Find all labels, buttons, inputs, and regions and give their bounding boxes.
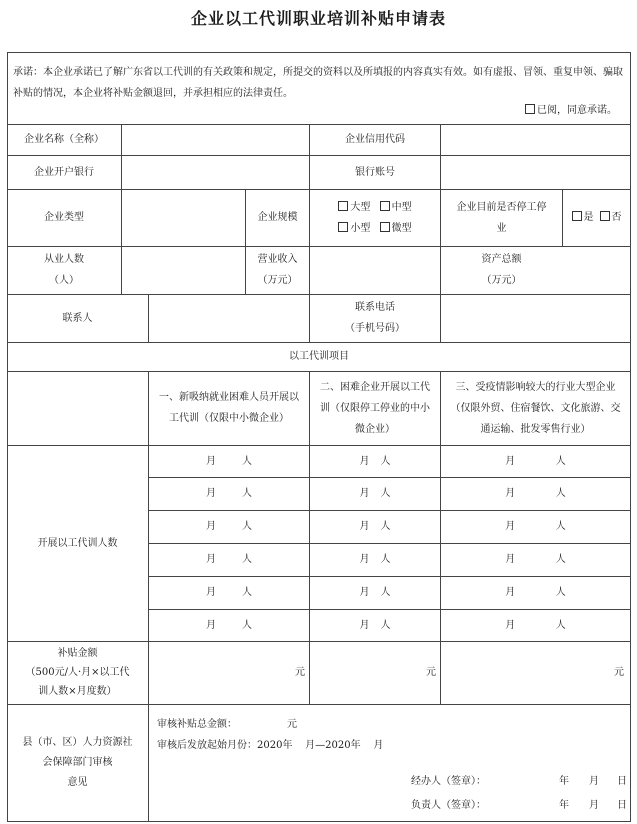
subsidy-amount-1[interactable]: 元 (295, 667, 305, 678)
month-label: 月 (206, 619, 216, 631)
checkbox-icon (338, 201, 348, 211)
month-people-pair (445, 451, 626, 472)
month-people-pair (314, 483, 436, 504)
month-people-pair (153, 582, 305, 603)
input-contact[interactable] (149, 294, 309, 342)
people-label: 人 (380, 455, 391, 467)
input-employees[interactable] (122, 246, 245, 294)
declaration-text: 承诺：本企业承诺已了解广东省以工代训的有关政策和规定，所提交的资料以及所填报的内容真实有效。如有虚报、冒领、重复申领、骗取补贴的情况，本企业将补贴金额退回，并承担相应的法律责任。 (13, 67, 623, 99)
month-people-cell[interactable] (441, 477, 630, 510)
month-people-pair (445, 549, 626, 570)
label-company-type: 企业类型 (44, 212, 84, 223)
people-label: 人 (242, 554, 252, 565)
label-bank-account: 银行账号 (355, 166, 395, 178)
month-people-pair (314, 582, 436, 603)
month-people-cell[interactable] (310, 510, 440, 543)
month-label: 月 (505, 619, 516, 631)
people-label: 人 (242, 455, 252, 467)
month-people-pair (445, 516, 626, 537)
people-label: 人 (380, 587, 391, 598)
month-label: 月 (505, 554, 516, 565)
people-label: 人 (555, 455, 566, 467)
month-people-pair (445, 615, 626, 636)
label-approval-dept: 县（市、区）人力资源社 会保障部门审核 意见 (22, 736, 133, 788)
people-label: 人 (555, 554, 566, 565)
people-label: 人 (555, 587, 566, 598)
people-label: 人 (242, 488, 252, 499)
subsidy-amount-3[interactable]: 元 (614, 667, 624, 678)
month-people-cell[interactable] (310, 477, 440, 510)
people-label: 人 (242, 521, 252, 532)
month-label: 月 (505, 488, 516, 499)
month-people-cell[interactable] (149, 477, 309, 510)
size-option-medium[interactable]: 中型 (380, 197, 412, 218)
label-subsidy: 补贴金额 （500元/人·月×以工代 训人数×月度数） (25, 648, 130, 697)
month-people-pair (153, 615, 305, 636)
month-people-pair (445, 582, 626, 603)
month-people-cell[interactable] (310, 609, 440, 641)
month-label: 月 (359, 619, 370, 631)
checkbox-icon (572, 211, 582, 221)
rule (148, 704, 149, 822)
form-title: 企业以工代训职业培训补贴申请表 (190, 9, 446, 28)
month-label: 月 (206, 521, 216, 532)
size-option-small[interactable]: 小型 (338, 218, 370, 239)
checkbox-icon (600, 211, 610, 221)
border-right (630, 52, 631, 822)
label-credit-code: 企业信用代码 (345, 134, 405, 145)
input-company-type[interactable] (122, 189, 245, 246)
category-2: 二、困难企业开展以工代训（仅限停工停业的中小微企业） (320, 381, 430, 435)
label-assets: 资产总额 （万元） (481, 254, 522, 286)
application-form (7, 52, 631, 822)
people-label: 人 (380, 488, 391, 499)
input-company-name[interactable] (122, 124, 309, 155)
month-label: 月 (206, 455, 216, 467)
month-label: 月 (206, 554, 216, 565)
people-label: 人 (555, 521, 566, 532)
leader-signature[interactable]: 负责人（签章）： 年 月 日 (411, 800, 627, 811)
month-label: 月 (359, 587, 370, 598)
subsidy-amount-2[interactable]: 元 (426, 667, 436, 678)
people-label: 人 (242, 587, 252, 598)
month-people-cell[interactable] (310, 543, 440, 576)
month-people-pair (153, 451, 305, 472)
suspended-yes[interactable]: 是 (572, 207, 594, 228)
people-label: 人 (242, 619, 252, 631)
checkbox-icon (380, 201, 390, 211)
month-people-pair (314, 516, 436, 537)
month-people-cell[interactable] (441, 576, 630, 609)
agree-label: 已阅，同意承诺。 (537, 105, 617, 116)
month-label: 月 (505, 521, 516, 532)
month-people-cell[interactable] (149, 445, 309, 477)
people-label: 人 (380, 554, 391, 565)
month-people-cell[interactable] (441, 510, 630, 543)
month-people-pair (153, 516, 305, 537)
category-1: 一、新吸纳就业困难人员开展以工代训（仅限中小微企业） (159, 392, 299, 424)
suspended-options (563, 189, 630, 246)
label-company-size: 企业规模 (257, 212, 298, 223)
month-label: 月 (359, 488, 370, 499)
size-option-micro[interactable]: 微型 (380, 218, 412, 239)
month-people-cell[interactable] (441, 445, 630, 477)
approved-period[interactable]: 审核后发放起始月份：2020年 月—2020年 月 (157, 740, 384, 751)
month-label: 月 (505, 587, 516, 598)
month-label: 月 (359, 455, 370, 467)
input-credit-code[interactable] (441, 124, 630, 155)
input-assets[interactable] (563, 246, 630, 294)
month-label: 月 (206, 488, 216, 499)
month-label: 月 (505, 455, 516, 467)
month-label: 月 (359, 521, 370, 532)
size-option-large[interactable]: 大型 (338, 197, 370, 218)
people-label: 人 (380, 619, 391, 631)
people-label: 人 (555, 619, 566, 631)
month-people-cell[interactable] (149, 576, 309, 609)
label-contact: 联系人 (62, 312, 93, 324)
month-people-pair (314, 549, 436, 570)
input-bank[interactable] (122, 155, 309, 189)
agree-checkbox-row[interactable] (525, 101, 617, 116)
people-label: 人 (555, 488, 566, 499)
handler-signature[interactable]: 经办人（签章）： 年 月 日 (411, 776, 627, 787)
checkbox-icon (338, 222, 348, 232)
month-people-pair (314, 615, 436, 636)
month-people-pair (153, 483, 305, 504)
border-top (7, 52, 631, 53)
month-people-pair (153, 549, 305, 570)
month-people-cell[interactable] (149, 543, 309, 576)
border-bottom (7, 821, 631, 822)
checkbox-icon (380, 222, 390, 232)
month-people-pair (445, 483, 626, 504)
project-header: 以工代训项目 (289, 351, 349, 362)
label-company-name: 企业名称（全称） (24, 134, 104, 145)
month-people-cell[interactable] (441, 609, 630, 641)
people-label: 人 (380, 521, 391, 532)
label-phone: 联系电话 （手机号码） (345, 302, 405, 334)
size-options (310, 189, 440, 246)
month-people-pair (314, 451, 436, 472)
suspended-no[interactable]: 否 (600, 207, 622, 228)
label-bank: 企业开户银行 (34, 166, 94, 178)
month-people-cell[interactable] (310, 445, 440, 477)
label-revenue: 营业收入 （万元） (257, 254, 298, 286)
agree-checkbox[interactable] (525, 104, 535, 114)
label-trainees: 开展以工代训人数 (37, 537, 118, 549)
category-3: 三、受疫情影响较大的行业大型企业（仅限外贸、住宿餐饮、文化旅游、交通运输、批发零售行业） (450, 381, 621, 435)
month-label: 月 (206, 587, 216, 598)
month-people-cell[interactable] (149, 510, 309, 543)
input-revenue[interactable] (310, 246, 440, 294)
input-bank-account[interactable] (441, 155, 630, 189)
label-suspended: 企业目前是否停工停业 (456, 201, 547, 234)
month-people-cell[interactable] (149, 609, 309, 641)
input-phone[interactable] (441, 294, 630, 342)
month-people-cell[interactable] (441, 543, 630, 576)
month-people-cell[interactable] (310, 576, 440, 609)
approved-total[interactable]: 审核补贴总金额： 元 (157, 719, 297, 730)
month-label: 月 (359, 554, 370, 565)
label-employees: 从业人数 （人） (44, 254, 84, 286)
